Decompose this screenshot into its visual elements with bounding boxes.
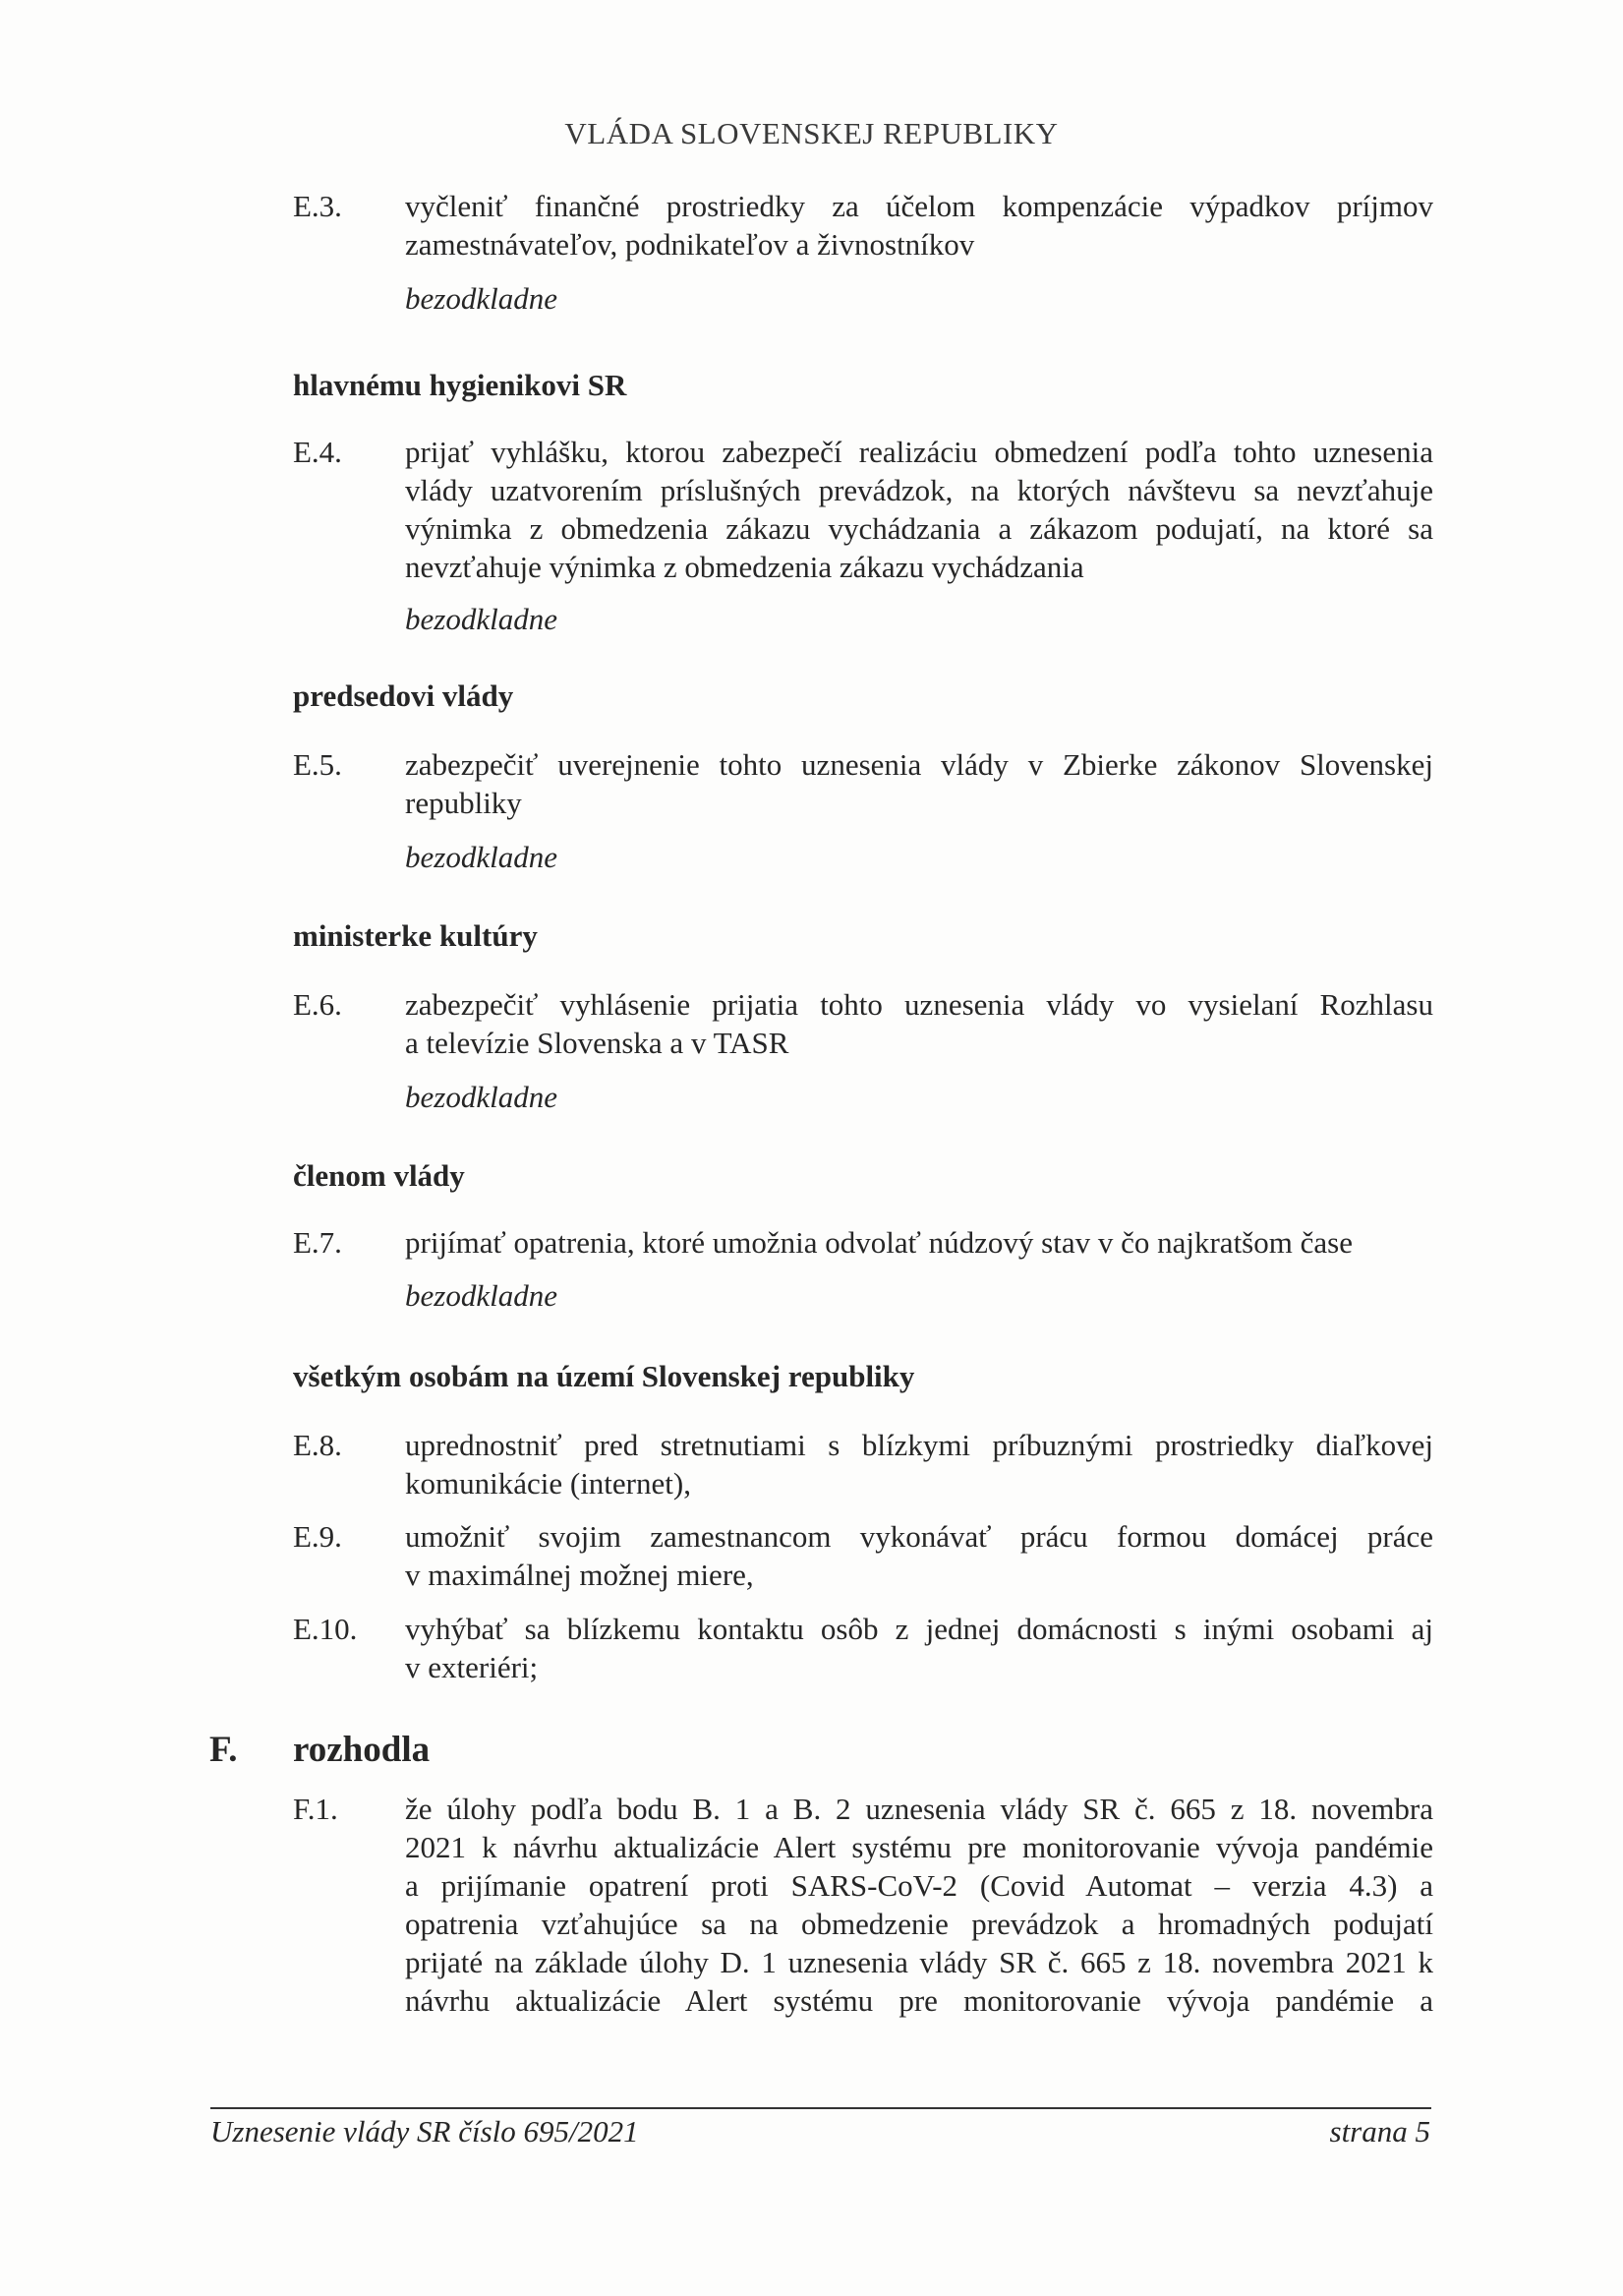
item-line: vyhýbať sa blízkemu kontaktu osôb z jednej domácnosti s inými osobami aj [405,1612,1433,1646]
item-line: výnimka z obmedzenia zákazu vychádzania a zákazom podujatí, na ktoré sa [405,511,1433,546]
item-line: umožniť svojim zamestnancom vykonávať prácu formou domácej práce [405,1519,1433,1554]
item-number: F.1. [293,1792,338,1826]
item-line: a televízie Slovenska a v TASR [405,1026,789,1060]
item-text [405,1223,1433,1262]
footer-page-number: strana 5 [1329,2114,1430,2149]
item-number: E.3. [293,189,342,223]
addressee-heading: ministerke kultúry [293,918,538,953]
item-line: nevzťahuje výnimka z obmedzenia zákazu vychádzania [405,550,1084,584]
item-line: že úlohy podľa bodu B. 1 a B. 2 uznesenia vlády SR č. 665 z 18. novembra [405,1792,1433,1826]
item-text [405,1426,1433,1502]
item-line: prijať vyhlášku, ktorou zabezpečí realizáciu obmedzení podľa tohto uznesenia [405,435,1433,469]
item-text [405,1790,1433,2020]
item-text [405,745,1433,822]
item-line: 2021 k návrhu aktualizácie Alert systému pre monitorovanie vývoja pandémie [405,1830,1433,1864]
footer-document-title: Uznesenie vlády SR číslo 695/2021 [210,2114,639,2149]
item-text [405,1610,1433,1686]
item-line: vlády uzatvorením príslušných prevádzok, na ktorých návštevu sa nevzťahuje [405,473,1433,507]
item-line: komunikácie (internet), [405,1466,691,1501]
item-line: a prijímanie opatrení proti SARS-CoV-2 (Covid Automat – verzia 4.3) a [405,1868,1433,1903]
section-letter: F. [209,1730,238,1770]
addressee-heading: hlavnému hygienikovi SR [293,368,627,402]
deadline: bezodkladne [405,602,557,636]
item-number: E.9. [293,1519,342,1554]
item-line: opatrenia vzťahujúce sa na obmedzenie prevádzok a hromadných podujatí [405,1907,1433,1941]
deadline: bezodkladne [405,840,557,874]
item-line: republiky [405,786,522,820]
item-line: návrhu aktualizácie Alert systému pre monitorovanie vývoja pandémie a [405,1983,1433,2018]
item-line: zabezpečiť vyhlásenie prijatia tohto uznesenia vlády vo vysielaní Rozhlasu [405,987,1433,1022]
item-line: prijaté na základe úlohy D. 1 uznesenia vlády SR č. 665 z 18. novembra 2021 k [405,1945,1433,1979]
item-number: E.6. [293,987,342,1022]
item-number: E.5. [293,747,342,782]
item-line: vyčleniť finančné prostriedky za účelom kompenzácie výpadkov príjmov [405,189,1433,223]
item-line: uprednostniť pred stretnutiami s blízkymi príbuznými prostriedky diaľkovej [405,1428,1433,1462]
item-text [405,187,1433,264]
item-line: zamestnávateľov, podnikateľov a živnostníkov [405,227,975,262]
addressee-heading: všetkým osobám na území Slovenskej republiky [293,1359,915,1393]
item-number: E.7. [293,1225,342,1260]
page-header: VLÁDA SLOVENSKEJ REPUBLIKY [564,116,1059,150]
item-line: prijímať opatrenia, ktoré umožnia odvolať núdzový stav v čo najkratšom čase [405,1225,1353,1260]
addressee-heading: členom vlády [293,1158,465,1193]
footer-rule [210,2107,1431,2109]
item-line: zabezpečiť uverejnenie tohto uznesenia vlády v Zbierke zákonov Slovenskej [405,747,1433,782]
section-title: rozhodla [293,1730,431,1770]
item-number: E.10. [293,1612,358,1646]
item-line: v exteriéri; [405,1650,539,1684]
item-number: E.4. [293,435,342,469]
addressee-heading: predsedovi vlády [293,678,514,713]
deadline: bezodkladne [405,281,557,316]
deadline: bezodkladne [405,1278,557,1313]
item-line: v maximálnej možnej miere, [405,1558,754,1592]
item-text [405,985,1433,1062]
item-number: E.8. [293,1428,342,1462]
item-text [405,1517,1433,1594]
item-text [405,433,1433,586]
deadline: bezodkladne [405,1080,557,1114]
